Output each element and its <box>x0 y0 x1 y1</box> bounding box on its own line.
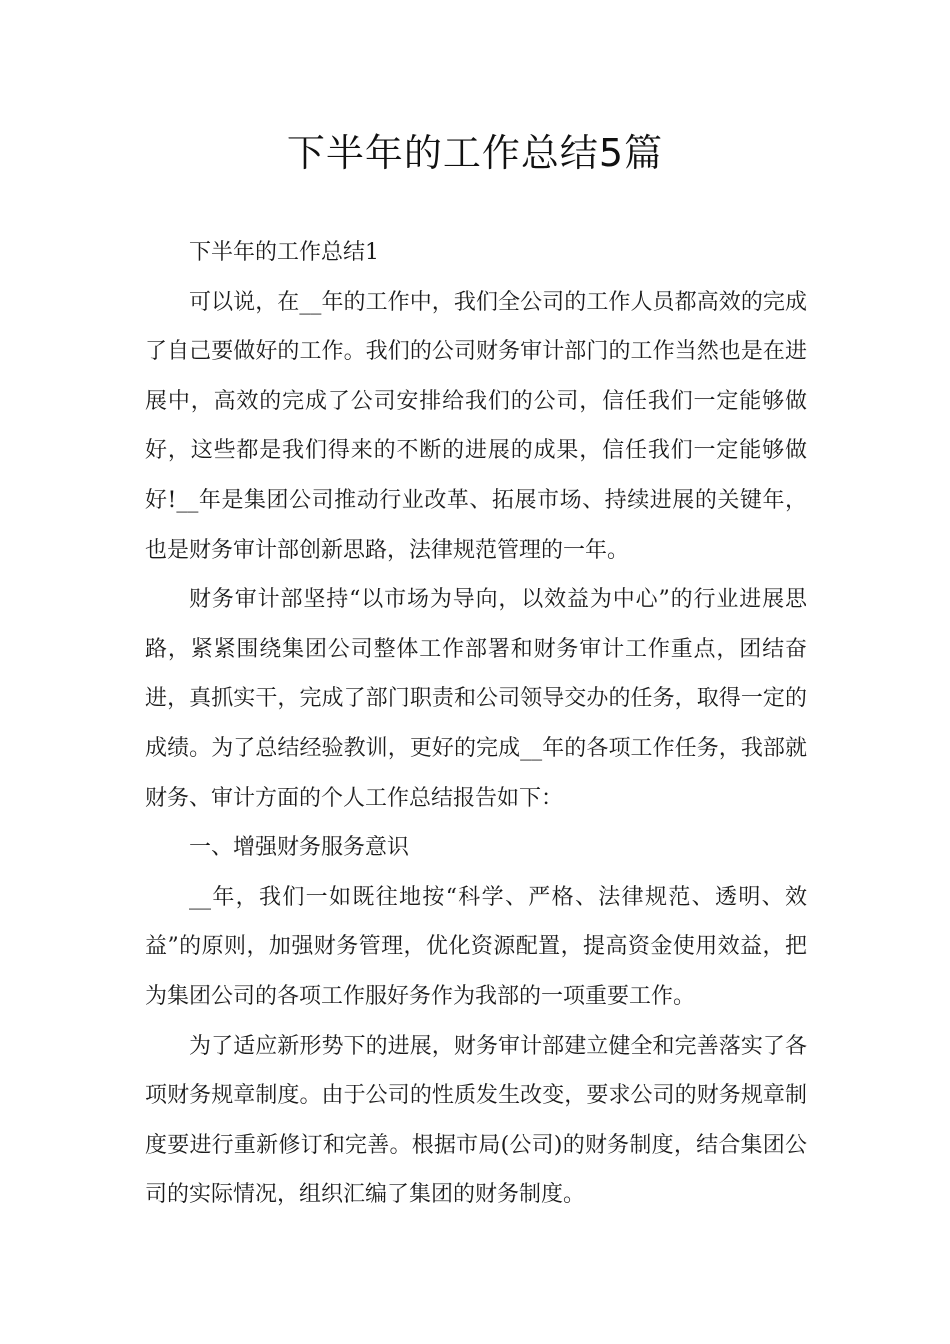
document-title: 下半年的工作总结5篇 <box>286 131 664 175</box>
section-heading: 下半年的工作总结1 <box>189 240 379 265</box>
body-paragraph: 财务审计部坚持“以市场为导向，以效益为中心”的行业进展思路，紧紧围绕集团公司整体工作部署和财务审计工作重点，团结奋进，真抓实干，完成了部门职责和公司领导交办的任务，取得一定的成绩。为了总结经验教训，更好的完成__年的各项工作任务，我部就财务、审计方面的个人工作总结报告如下： <box>145 587 807 811</box>
section-heading: 一、增强财务服务意识 <box>189 835 410 861</box>
body-paragraph: 为了适应新形势下的进展，财务审计部建立健全和完善落实了各项财务规章制度。由于公司的性质发生改变，要求公司的财务规章制度要进行重新修订和完善。根据市局(公司)的财务制度，结合集团公司的实际情况，组织汇编了集团的财务制度。 <box>145 1033 807 1208</box>
body-paragraph: 可以说，在__年的工作中，我们全公司的工作人员都高效的完成了自己要做好的工作。我们的公司财务审计部门的工作当然也是在进展中，高效的完成了公司安排给我们的公司，信任我们一定能够做好，这些都是我们得来的不断的进展的成果，信任我们一定能够做好!__年是集团公司推动行业改革、拓展市场、持续进展的关键年，也是财务审计部创新思路，法律规范管理的一年。 <box>145 289 807 563</box>
body-paragraph: __年，我们一如既往地按“科学、严格、法律规范、透明、效益”的原则，加强财务管理，优化资源配置，提高资金使用效益，把为集团公司的各项工作服好务作为我部的一项重要工作。 <box>145 884 807 1009</box>
document-body <box>145 228 807 1220</box>
